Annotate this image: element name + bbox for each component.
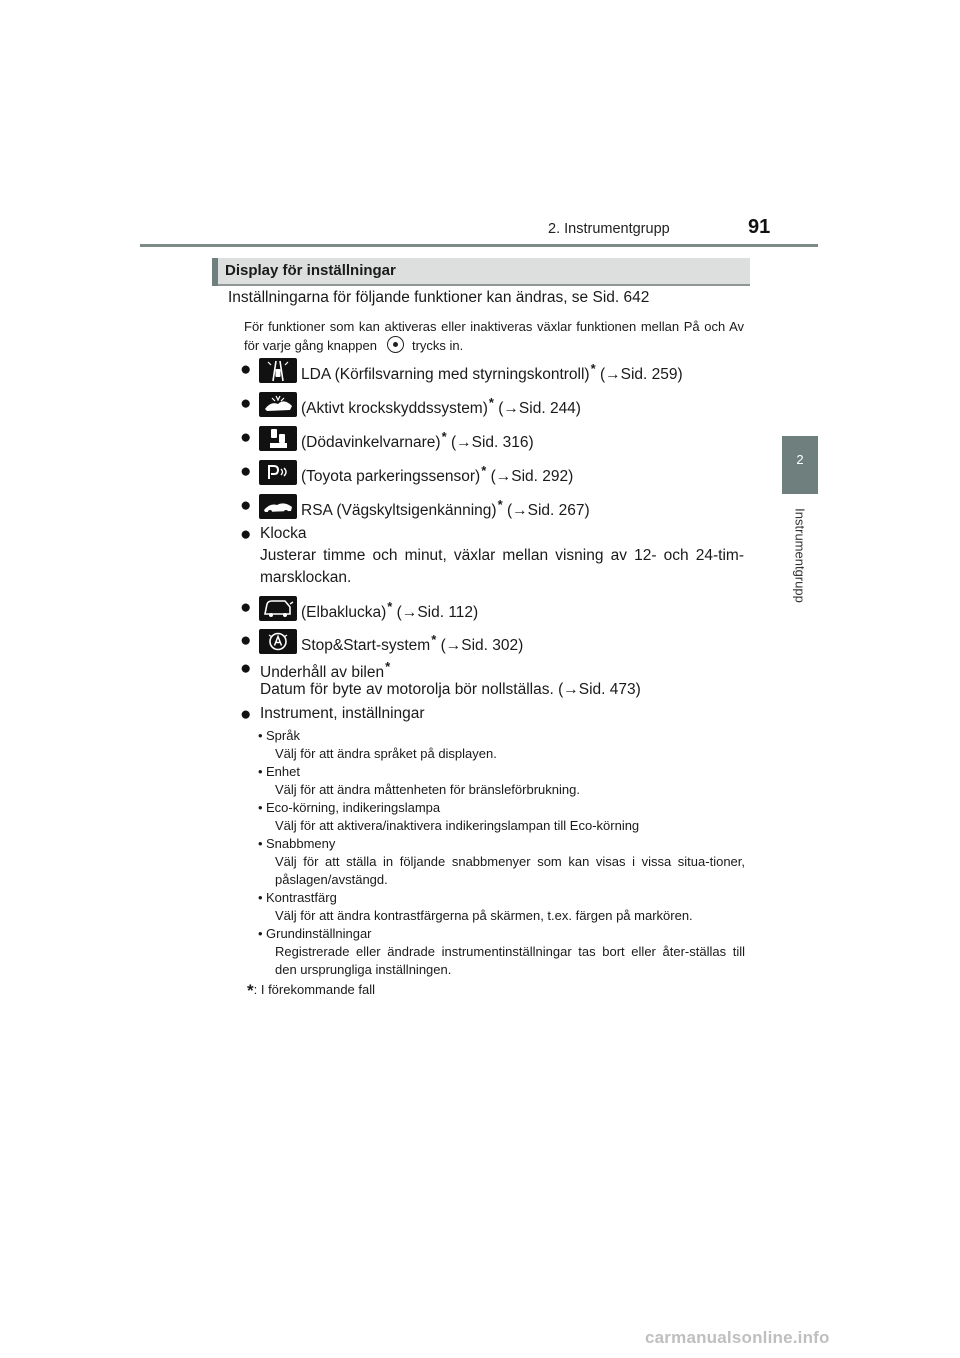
running-header-section: 2. Instrumentgrupp — [548, 221, 670, 237]
sub-item-title: Kontrastfärg — [266, 890, 337, 905]
sub-item-title: Grundinställningar — [266, 926, 372, 941]
sub-item — [258, 799, 744, 817]
bullet: ● — [240, 359, 252, 380]
list-item — [301, 497, 590, 520]
sub-item-title: Enhet — [266, 764, 300, 779]
sub-bullet: • — [258, 800, 263, 815]
footnote-star: * — [247, 981, 254, 1000]
footnote-star: * — [385, 659, 391, 674]
footnote-text: : I förekommande fall — [253, 982, 376, 997]
sub-item — [258, 763, 744, 781]
footnote — [247, 981, 375, 1001]
list-item — [301, 632, 523, 655]
item-name: Stop&Start-system — [301, 637, 431, 654]
footnote-star: * — [488, 395, 494, 410]
list-item — [301, 463, 573, 486]
list-item — [301, 429, 534, 452]
bullet: ● — [240, 495, 252, 516]
road-sign-icon — [259, 494, 297, 519]
footnote-star: * — [481, 463, 487, 478]
sub-item-desc: Välj för att ändra kontrastfärgerna på skärmen, t.ex. färgen på markören. — [275, 908, 693, 923]
item-desc-underhall: Datum för byte av motorolja bör nollställas. (→Sid. 473) — [260, 681, 641, 698]
list-item — [301, 395, 581, 418]
ok-button-icon — [387, 336, 404, 353]
sub-item — [258, 925, 744, 943]
item-name: (Toyota parkeringssensor) — [301, 468, 481, 485]
bullet: ● — [240, 524, 252, 545]
item-title-instrument: Instrument, inställningar — [260, 705, 425, 722]
footnote-star: * — [590, 361, 596, 376]
list-item — [301, 361, 683, 384]
sub-item-desc: Välj för att ställa in följande snabbmenyer som kan visas i vissa situa-tioner, påslagen/avstängd. — [275, 854, 745, 887]
section-heading-bar — [212, 258, 218, 286]
parking-sensor-icon — [259, 460, 297, 485]
sub-item — [258, 835, 744, 853]
list-item — [301, 599, 478, 622]
item-name: (Elbaklucka) — [301, 604, 387, 621]
item-name: Underhåll av bilen — [260, 664, 385, 681]
sub-item-title: Språk — [266, 728, 300, 743]
page-reference: (→Sid. 112) — [396, 604, 479, 621]
bullet: ● — [240, 461, 252, 482]
footnote-star: * — [497, 497, 503, 512]
bullet: ● — [240, 597, 252, 618]
intro-text: Inställningarna för följande funktioner kan ändras, se Sid. 642 — [228, 289, 650, 306]
bullet: ● — [240, 393, 252, 414]
footnote-star: * — [441, 429, 447, 444]
page-reference: (→Sid. 292) — [490, 468, 574, 485]
page-reference: (→Sid. 244) — [498, 400, 581, 417]
item-name: (Dödavinkelvarnare) — [301, 434, 441, 451]
bullet: ● — [240, 630, 252, 651]
sub-item-desc: Välj för att aktivera/inaktivera indikeringslampan till Eco-körning — [275, 818, 640, 833]
chapter-tab-number: 2 — [796, 452, 804, 467]
chapter-tab-label: Instrumentgrupp — [792, 508, 808, 603]
item-desc-klocka: Justerar timme och minut, växlar mellan visning av 12- och 24-tim-marsklockan. — [260, 547, 744, 586]
pre-collision-icon — [259, 392, 297, 417]
sub-item-title: Eco-körning, indikeringslampa — [266, 800, 441, 815]
note-text-after: trycks in. — [411, 338, 464, 353]
footnote-star: * — [387, 599, 393, 614]
toggle-note — [244, 318, 744, 355]
page-reference: (→Sid. 267) — [506, 502, 590, 519]
sub-bullet: • — [258, 926, 263, 941]
stop-start-icon — [259, 629, 297, 654]
watermark: carmanualsonline.info — [645, 1328, 830, 1347]
sub-item — [258, 727, 744, 745]
item-name: LDA (Körfilsvarning med styrningskontroll) — [301, 366, 590, 383]
sub-bullet: • — [258, 890, 263, 905]
sub-item-desc: Välj för att ändra måttenheten för bränsleförbrukning. — [275, 782, 580, 797]
page-reference: (→Sid. 259) — [599, 366, 683, 383]
sub-bullet: • — [258, 764, 263, 779]
sub-item-title: Snabbmeny — [266, 836, 336, 851]
sub-bullet: • — [258, 728, 263, 743]
bullet: ● — [240, 427, 252, 448]
sub-item-desc: Registrerade eller ändrade instrumentinställningar tas bort eller åter-ställas till den ursprungliga inställningen. — [275, 944, 745, 977]
item-name: RSA (Vägskyltsigenkänning) — [301, 502, 497, 519]
power-back-door-icon — [259, 596, 297, 621]
sub-item-desc: Välj för att ändra språket på displayen. — [275, 746, 497, 761]
header-rule — [140, 244, 818, 247]
sub-bullet: • — [258, 836, 263, 851]
page-reference: (→Sid. 316) — [450, 434, 534, 451]
lane-departure-icon — [259, 358, 297, 383]
blind-spot-icon — [259, 426, 297, 451]
page-number: 91 — [748, 216, 771, 238]
page-reference: (→Sid. 302) — [440, 637, 524, 654]
sub-item — [258, 889, 744, 907]
footnote-star: * — [431, 632, 437, 647]
bullet: ● — [240, 704, 252, 725]
item-name: (Aktivt krockskyddssystem) — [301, 400, 488, 417]
section-title: Display för inställningar — [225, 262, 396, 279]
item-title-klocka: Klocka — [260, 525, 307, 542]
note-text-before: För funktioner som kan aktiveras eller inaktiveras växlar funktionen mellan På och Av för varje gång knappen — [244, 319, 744, 353]
section-heading — [212, 258, 750, 286]
bullet: ● — [240, 658, 252, 679]
